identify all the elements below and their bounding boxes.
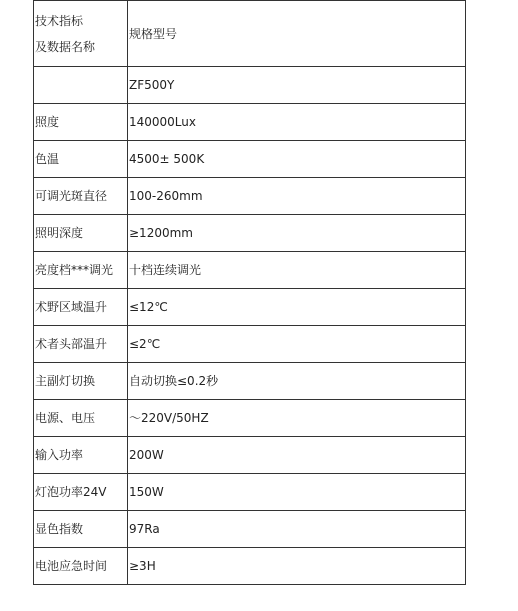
header-label-cell (34, 1, 128, 67)
table-row (34, 104, 466, 141)
table-row (34, 67, 466, 104)
row-value: ～220V/50HZ (128, 400, 466, 437)
row-label: 主副灯切换 (34, 363, 128, 400)
header-label-line2: 及数据名称 (35, 39, 96, 54)
row-value: 十档连续调光 (128, 252, 466, 289)
spec-table (33, 0, 466, 585)
table-row (34, 215, 466, 252)
row-value: 100-260mm (128, 178, 466, 215)
table-row (34, 141, 466, 178)
row-label: 灯泡功率24V (34, 474, 128, 511)
row-label: 显色指数 (34, 511, 128, 548)
row-value: ≤2℃ (128, 326, 466, 363)
header-label-line1: 技术指标 (35, 13, 84, 28)
table-row (34, 474, 466, 511)
table-row (34, 178, 466, 215)
row-value: ≥3H (128, 548, 466, 585)
row-value: 140000Lux (128, 104, 466, 141)
table-row (34, 252, 466, 289)
row-label: 电源、电压 (34, 400, 128, 437)
row-value: ZF500Y (128, 67, 466, 104)
row-value: ≥1200mm (128, 215, 466, 252)
row-label: 照度 (34, 104, 128, 141)
table-row (34, 437, 466, 474)
row-label (34, 67, 128, 104)
row-label: 色温 (34, 141, 128, 178)
row-value: 150W (128, 474, 466, 511)
table-row (34, 548, 466, 585)
row-value: 自动切换≤0.2秒 (128, 363, 466, 400)
row-label: 电池应急时间 (34, 548, 128, 585)
row-label: 术者头部温升 (34, 326, 128, 363)
row-value: ≤12℃ (128, 289, 466, 326)
table-row (34, 326, 466, 363)
row-value: 200W (128, 437, 466, 474)
row-value: 4500± 500K (128, 141, 466, 178)
table-row (34, 363, 466, 400)
row-label: 术野区域温升 (34, 289, 128, 326)
row-value: 97Ra (128, 511, 466, 548)
row-label: 照明深度 (34, 215, 128, 252)
row-label: 输入功率 (34, 437, 128, 474)
row-label: 可调光斑直径 (34, 178, 128, 215)
table-row (34, 400, 466, 437)
row-label: 亮度档***调光 (34, 252, 128, 289)
table-row (34, 511, 466, 548)
table-header-row (34, 1, 466, 67)
header-value-cell: 规格型号 (128, 1, 466, 67)
table-row (34, 289, 466, 326)
